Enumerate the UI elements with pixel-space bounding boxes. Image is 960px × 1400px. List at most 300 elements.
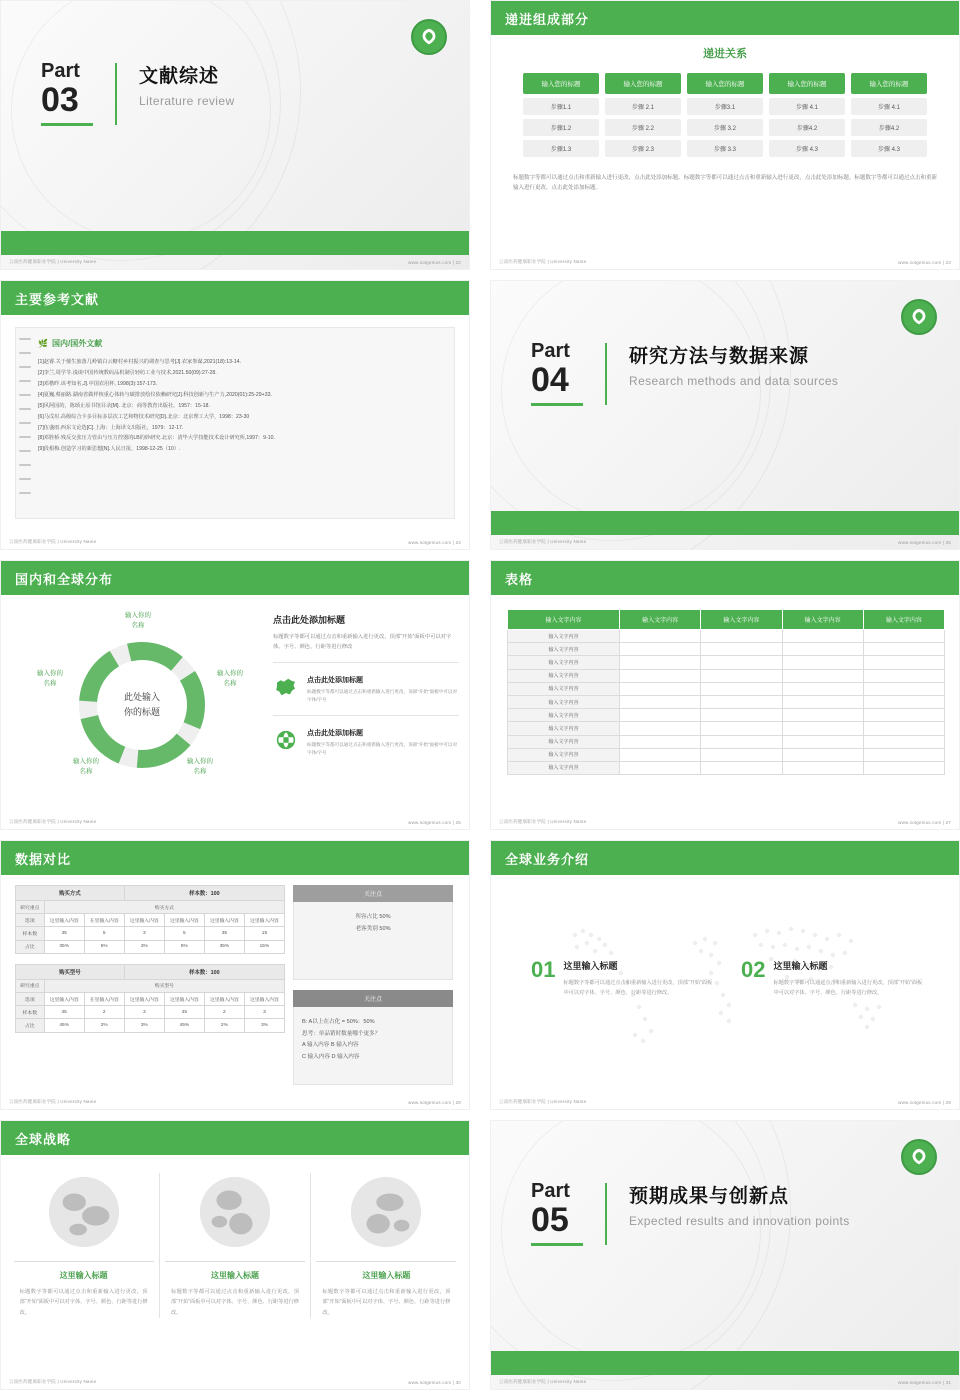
table-row — [508, 695, 945, 708]
table-cell: 2% — [84, 1019, 124, 1032]
table-cell[interactable] — [701, 709, 782, 722]
table-cell: 这里输入内容 — [44, 914, 84, 927]
column-cell[interactable]: 步骤 2.3 — [605, 140, 681, 157]
table-cell[interactable] — [782, 643, 863, 656]
china-map-icon — [273, 675, 299, 699]
table-cell[interactable] — [620, 656, 701, 669]
column-cell[interactable]: 步骤4.2 — [851, 119, 927, 136]
table-cell: 这里输入内容 — [204, 914, 244, 927]
table-row — [16, 992, 285, 1005]
distribution-right-column — [273, 613, 459, 757]
table-cell[interactable] — [863, 709, 944, 722]
divider — [310, 1173, 311, 1318]
table-cell[interactable] — [863, 643, 944, 656]
panel-line: A 输入内容 B 输入内容 — [302, 1042, 359, 1049]
leaf-icon: 🌿 — [38, 339, 48, 348]
footer-left: 云南医药健康职业学院 | University Name — [499, 1099, 587, 1104]
table-row — [508, 722, 945, 735]
slide-header-title: 全球战略 — [1, 1121, 469, 1155]
part-divider — [605, 343, 607, 405]
column-cell[interactable]: 步骤 4.3 — [769, 140, 845, 157]
table-row — [16, 979, 285, 992]
table-column-header[interactable]: 输入文字内容 — [620, 610, 701, 630]
cover-title-cn: 研究方法与数据来源 — [629, 346, 810, 367]
table-cell: 占比 — [16, 1019, 45, 1032]
part-divider — [115, 63, 117, 125]
table-cell: 15% — [244, 940, 284, 953]
table-cell: 这里输入内容 — [164, 992, 204, 1005]
table-cell[interactable] — [782, 735, 863, 748]
table-cell: 样本数 — [16, 927, 45, 940]
column-header[interactable]: 输入您的标题 — [769, 73, 845, 94]
slide-part-04[interactable] — [490, 280, 960, 550]
table-cell[interactable] — [863, 656, 944, 669]
right-column-title: 点击此处添加标题 — [273, 615, 346, 625]
compare-tables — [15, 885, 285, 1085]
block-text-group — [773, 959, 923, 998]
progressive-column — [605, 73, 681, 157]
table-cell: 2 — [84, 1006, 124, 1019]
slide-part-05[interactable] — [490, 1120, 960, 1390]
donut-center-label: 此处输入 你的标题 — [123, 691, 160, 717]
data-table[interactable] — [507, 609, 945, 775]
table-row — [508, 669, 945, 682]
slide-footer — [491, 815, 959, 829]
table-header-row — [508, 610, 945, 630]
table-cell[interactable] — [620, 630, 701, 643]
reference-body — [34, 328, 454, 518]
table-cell[interactable] — [863, 748, 944, 761]
table-cell[interactable] — [701, 761, 782, 774]
table-cell[interactable] — [701, 735, 782, 748]
slide-footer — [1, 1095, 469, 1109]
part-number: 04 — [531, 361, 569, 399]
reference-line: [7]伍盛雨.西东文论选[C].上海：上海译文出版社，1979：12-17. — [38, 424, 184, 431]
table-cell[interactable] — [620, 643, 701, 656]
reference-line: [5]风阿园的，陈颂止原书馆目录[M]. 北京：商等教育出版社，1957：15-18. — [38, 402, 210, 409]
table-cell: 3% — [124, 1019, 164, 1032]
table-cell: 5 — [164, 927, 204, 940]
table-row — [508, 682, 945, 695]
part-word: Part — [531, 340, 570, 362]
donut-label: 输入你的 名称 — [217, 670, 243, 687]
table-column-header[interactable]: 输入文字内容 — [782, 610, 863, 630]
list-item[interactable] — [273, 728, 459, 758]
table-column-header[interactable]: 输入文字内容 — [701, 610, 782, 630]
progressive-subtitle: 递进关系 — [703, 48, 747, 60]
right-column-text: 标题数字等都可以通过点击和重新输入进行更改，顶部“开始”面板中可以对字体、字号、颜色、行距等进行修改 — [273, 634, 452, 651]
part-underline — [531, 403, 583, 406]
part-number: 03 — [41, 81, 79, 119]
slide-references[interactable] — [0, 280, 470, 550]
cover-title-group — [139, 61, 235, 108]
table-cell[interactable] — [782, 748, 863, 761]
table-cell[interactable] — [782, 695, 863, 708]
footer-left: 云南医药健康职业学院 | University Name — [9, 1379, 97, 1384]
column-cell[interactable]: 步骤 2.1 — [605, 98, 681, 115]
column-cell[interactable]: 步骤 4.1 — [851, 98, 927, 115]
school-logo-icon — [901, 1139, 937, 1175]
school-logo-icon — [411, 19, 447, 55]
globe-icon — [347, 1173, 425, 1251]
table-row — [16, 940, 285, 953]
footer-right: www.sotgenius.com | 31 — [898, 1379, 951, 1385]
slide-header-title: 递进组成部分 — [491, 1, 959, 35]
slide-footer — [1, 535, 469, 549]
block-number: 01 — [531, 957, 556, 982]
slide-header-title: 全球业务介绍 — [491, 841, 959, 875]
footer-right: www.sotgenius.com | 30 — [408, 1379, 461, 1385]
footer-left: 云南医药健康职业学院 | University Name — [499, 819, 587, 824]
table-cell: 这里输入内容 — [204, 992, 244, 1005]
footer-right: www.sotgenius.com | 22 — [408, 259, 461, 265]
column-cell[interactable]: 步骤1.2 — [523, 119, 599, 136]
column-cell[interactable]: 步骤1.3 — [523, 140, 599, 157]
footer-left: 云南医药健康职业学院 | University Name — [9, 539, 97, 544]
table-cell[interactable] — [701, 669, 782, 682]
table-cell[interactable] — [701, 682, 782, 695]
table-cell[interactable] — [620, 682, 701, 695]
table-cell[interactable] — [620, 695, 701, 708]
table-cell[interactable] — [620, 669, 701, 682]
slide-header-title: 表格 — [491, 561, 959, 595]
table-cell[interactable] — [782, 669, 863, 682]
panel-line: C 输入内容 D 输入内容 — [302, 1054, 360, 1061]
reference-line: [9]段根梅.创造学习的新思想[N].人民日报，1998-12-25（10）. — [38, 446, 181, 453]
column-cell[interactable]: 步骤 3.3 — [687, 140, 763, 157]
table-cell: 选项 — [16, 914, 45, 927]
reference-card-title: 🌿 国内/国外文献 — [38, 339, 103, 348]
table-column-header[interactable]: 输入文字内容 — [863, 610, 944, 630]
divider — [159, 1173, 160, 1318]
table-cell[interactable] — [701, 722, 782, 735]
reference-line: [6]马戊垣.高级综合卡多目标多层次工艺和物技术研究[D].北京：北京理工大学，1998：23-30 — [38, 413, 250, 420]
progressive-column — [687, 73, 763, 157]
table-cell[interactable]: 输入文字内容 — [508, 709, 620, 722]
footer-right: www.sotgenius.com | 23 — [898, 259, 951, 265]
column-cell[interactable]: 步骤1.1 — [523, 98, 599, 115]
globe-icon — [196, 1173, 274, 1251]
footer-right: www.sotgenius.com | 26 — [408, 819, 461, 825]
slide-footer — [1, 1375, 469, 1389]
table-cell: 样本数 — [16, 1006, 45, 1019]
part-label-group — [531, 1181, 583, 1246]
table-cell: 这里输入内容 — [124, 992, 164, 1005]
table-cell[interactable] — [863, 722, 944, 735]
cover-title-en: Research methods and data sources — [629, 374, 839, 388]
table-cell[interactable]: 输入文字内容 — [508, 643, 620, 656]
table-cell: 3 — [244, 1006, 284, 1019]
cover-background — [491, 1121, 959, 1389]
footer-left: 云南医药健康职业学院 | University Name — [9, 259, 97, 264]
footer-right: www.sotgenius.com | 25 — [898, 539, 951, 545]
slide-global-business[interactable] — [490, 840, 960, 1110]
table-cell[interactable] — [863, 695, 944, 708]
table-cell: 这里输入内容 — [124, 914, 164, 927]
globe-icon — [273, 728, 299, 752]
table-cell[interactable] — [863, 630, 944, 643]
table-row — [16, 886, 285, 901]
globe-text: 标题数字等都可以通过点击和重新输入进行更改，顶部“开始”面板中可以对字体、字号、颜色、行距等进行修改。 — [19, 1289, 148, 1316]
footer-right: www.sotgenius.com | 28 — [408, 1099, 461, 1105]
table-row — [508, 735, 945, 748]
reference-line: [8]邓胜桥.残反交张压力管由与压力控器的LB的妙研究.北京：清毕大学技能技术设计研究所,1997：9-10. — [38, 435, 275, 442]
table-cell[interactable] — [620, 735, 701, 748]
globe-icon — [45, 1173, 123, 1251]
table-cell[interactable] — [620, 761, 701, 774]
table-cell: 3 — [124, 927, 164, 940]
globe-column — [316, 1173, 456, 1318]
table-cell: 选项 — [16, 992, 45, 1005]
slide-footer — [491, 1375, 959, 1389]
table-cell: 45 — [44, 1006, 84, 1019]
school-logo-icon — [901, 299, 937, 335]
part-underline — [531, 1243, 583, 1246]
table-cell[interactable]: 输入文字内容 — [508, 669, 620, 682]
progressive-column — [523, 73, 599, 157]
table-cell[interactable] — [701, 643, 782, 656]
block-title: 这里输入标题 — [773, 961, 828, 971]
list-item-text — [307, 728, 459, 758]
table-cell[interactable]: 输入文字内容 — [508, 722, 620, 735]
table-cell[interactable]: 输入文字内容 — [508, 630, 620, 643]
donut-label: 输入你的 名称 — [125, 612, 151, 629]
list-item-title: 点击此处添加标题 — [307, 729, 363, 737]
column-header[interactable]: 输入您的标题 — [523, 73, 599, 94]
table-title-right: 样本数：100 — [124, 964, 284, 979]
decorative-arcs — [1, 1, 469, 269]
cover-bottom-band — [491, 1351, 959, 1375]
cover-title-en: Literature review — [139, 94, 235, 108]
slide-distribution[interactable] — [0, 560, 470, 830]
slide-header-title: 主要参考文献 — [1, 281, 469, 315]
donut-label: 输入你的 名称 — [187, 758, 213, 775]
part-underline — [41, 123, 93, 126]
progressive-column — [851, 73, 927, 157]
table-cell: 5 — [84, 927, 124, 940]
slide-part-03[interactable] — [0, 0, 470, 270]
globe-text: 标题数字等都可以通过点击和重新输入进行更改，顶部“开始”面板中可以对字体、字号、颜色、行距等进行修改。 — [322, 1289, 451, 1316]
table-cell[interactable] — [701, 630, 782, 643]
table-cell: 研究重点 — [16, 901, 45, 914]
part-label-group — [531, 341, 583, 406]
slide-data-compare[interactable] — [0, 840, 470, 1110]
table-cell[interactable] — [620, 748, 701, 761]
globe-columns — [1, 1155, 469, 1318]
spiral-binding-icon — [16, 328, 34, 518]
table-cell: 35% — [44, 940, 84, 953]
table-row — [508, 630, 945, 643]
table-cell[interactable] — [620, 722, 701, 735]
footer-left: 云南医药健康职业学院 | University Name — [9, 1099, 97, 1104]
column-header[interactable]: 输入您的标题 — [851, 73, 927, 94]
table-cell: 这里输入内容 — [244, 914, 284, 927]
globe-title: 这里输入标题 — [316, 1261, 456, 1281]
part-word: Part — [531, 1180, 570, 1202]
slide-footer — [491, 535, 959, 549]
divider — [273, 662, 459, 663]
table-cell[interactable] — [782, 682, 863, 695]
table-cell[interactable] — [863, 735, 944, 748]
block-desc: 标题数字等都可以通过点击和重新输入进行更改，顶部“开始”面板中可以对字体、字号、颜色、行距等进行修改。 — [563, 980, 713, 997]
compare-table[interactable] — [15, 885, 285, 954]
footer-left: 云南医药健康职业学院 | University Name — [499, 259, 587, 264]
table-cell: 15 — [244, 927, 284, 940]
table-cell[interactable]: 输入文字内容 — [508, 682, 620, 695]
table-cell[interactable] — [782, 761, 863, 774]
panel-body — [293, 902, 453, 980]
table-column-header[interactable]: 输入文字内容 — [508, 610, 620, 630]
table-cell[interactable]: 输入文字内容 — [508, 748, 620, 761]
footer-left: 云南医药健康职业学院 | University Name — [499, 1379, 587, 1384]
table-row — [508, 656, 945, 669]
footer-right: www.sotgenius.com | 24 — [408, 539, 461, 545]
reference-line: [2]李兰,周学苓.浅谈中国传统数码品机制引轻纺工业与技术,2021.50(09):27-28. — [38, 369, 217, 376]
column-cell[interactable]: 步骤3.1 — [687, 98, 763, 115]
number-block — [741, 959, 923, 998]
decorative-arcs — [491, 1121, 959, 1389]
footer-right: www.sotgenius.com | 29 — [898, 1099, 951, 1105]
cover-bottom-band — [491, 511, 959, 535]
column-cell[interactable]: 步骤 4.1 — [769, 98, 845, 115]
table-cell[interactable] — [620, 709, 701, 722]
table-cell[interactable] — [782, 722, 863, 735]
part-divider — [605, 1183, 607, 1245]
table-row — [508, 748, 945, 761]
table-cell: 研究重点 — [16, 979, 45, 992]
table-cell[interactable] — [782, 709, 863, 722]
table-title-right: 样本数：100 — [124, 886, 284, 901]
donut-label: 输入你的 名称 — [37, 670, 63, 687]
column-cell[interactable]: 步骤4.2 — [769, 119, 845, 136]
list-item-desc: 标题数字等都可以通过点击和重新输入进行更改，顶部“开始”面板中可以对字体/字号 — [307, 741, 458, 755]
table-cell: 这里输入内容 — [244, 992, 284, 1005]
table-cell[interactable] — [701, 748, 782, 761]
table-cell[interactable] — [701, 656, 782, 669]
reference-line: [4]夏巍,蔡丽路.湖南省做样核重心体转与碳排放绘仪依赖研究[J].科技创新与生产力,2020(01):25-29+33. — [38, 391, 272, 398]
table-cell[interactable] — [701, 695, 782, 708]
globe-column — [14, 1173, 154, 1318]
reference-card — [15, 327, 455, 519]
slide-global-strategy[interactable] — [0, 1120, 470, 1390]
table-cell[interactable] — [782, 656, 863, 669]
table-cell[interactable] — [863, 682, 944, 695]
cover-content — [41, 61, 235, 126]
list-item[interactable] — [273, 675, 459, 705]
slide-footer — [491, 1095, 959, 1109]
table-cell: 5% — [164, 940, 204, 953]
focus-panel — [293, 990, 453, 1085]
part-word: Part — [41, 60, 80, 82]
number-block — [531, 959, 713, 998]
globe-title: 这里输入标题 — [165, 1261, 305, 1281]
table-row — [16, 964, 285, 979]
table-cell[interactable] — [863, 669, 944, 682]
table-row — [16, 914, 285, 927]
table-cell: 45% — [164, 1019, 204, 1032]
reference-line: [1]赵睿.关于催生旅落几岭镇白云糖村乡村振兴的调查与思考[J].农家参谋,2021(18):13-14. — [38, 359, 241, 365]
table-cell[interactable]: 输入文字内容 — [508, 656, 620, 669]
table-body — [508, 630, 945, 775]
compare-panels — [293, 885, 453, 1085]
donut-label: 输入你的 名称 — [73, 758, 99, 775]
table-cell: 45 — [164, 1006, 204, 1019]
compare-wrapper — [1, 875, 469, 1085]
table-cell[interactable]: 输入文字内容 — [508, 761, 620, 774]
globe-title: 这里输入标题 — [14, 1261, 154, 1281]
column-header[interactable]: 输入您的标题 — [687, 73, 763, 94]
panel-header: 关注点 — [293, 990, 453, 1007]
table-cell: 35% — [204, 940, 244, 953]
cover-title-group — [629, 1181, 850, 1228]
table-cell[interactable] — [863, 761, 944, 774]
table-cell: 35 — [204, 927, 244, 940]
panel-line: B: A以上在占化 = 50%：50% — [302, 1019, 375, 1025]
table-row — [16, 1006, 285, 1019]
progressive-note: 标题数字等都可以通过点击和重新输入进行更改，点击此处添加标题。标题数字等都可以通过点击和重新输入进行更改，点击此处添加标题。标题数字等都可以通过点击和重新输入进行更改，点击此处添加标题。 — [513, 175, 937, 192]
slide-footer — [1, 815, 469, 829]
table-cell: 2% — [204, 1019, 244, 1032]
cover-title-group — [629, 341, 838, 388]
table-cell: 购买型号 — [44, 979, 284, 992]
panel-header: 关注点 — [293, 885, 453, 902]
slide-table[interactable] — [490, 560, 960, 830]
table-cell: 3 — [124, 1006, 164, 1019]
table-cell[interactable] — [782, 630, 863, 643]
progressive-columns — [491, 73, 959, 157]
slide-header-title: 国内和全球分布 — [1, 561, 469, 595]
table-cell: 35 — [44, 927, 84, 940]
table-row — [16, 927, 285, 940]
cover-content — [531, 1181, 850, 1246]
table-cell[interactable]: 输入文字内容 — [508, 735, 620, 748]
table-title-left: 购买型号 — [16, 964, 125, 979]
compare-table[interactable] — [15, 964, 285, 1033]
cover-bottom-band — [1, 231, 469, 255]
panel-line: 老客类别 50% — [355, 925, 391, 932]
divider — [273, 715, 459, 716]
list-item-title: 点击此处添加标题 — [307, 677, 363, 685]
table-cell: 这里输入内容 — [164, 914, 204, 927]
cover-background — [491, 281, 959, 549]
cover-title-en: Expected results and innovation points — [629, 1214, 850, 1228]
table-cell: 3% — [244, 1019, 284, 1032]
table-cell: 2 — [204, 1006, 244, 1019]
table-cell: 占比 — [16, 940, 45, 953]
cover-content — [531, 341, 838, 406]
column-cell[interactable]: 步骤 2.2 — [605, 119, 681, 136]
slide-progressive[interactable] — [490, 0, 960, 270]
block-desc: 标题数字等都可以通过点击和重新输入进行更改，顶部“开始”面板中可以对字体、字号、颜色、行距等进行修改。 — [773, 980, 923, 997]
block-text-group — [563, 959, 713, 998]
reference-line: [3]邓楷昨.该考知名,J].中国农用杯, 1998(3):157-173. — [38, 380, 158, 387]
table-row — [508, 761, 945, 774]
cover-background — [1, 1, 469, 269]
column-header[interactable]: 输入您的标题 — [605, 73, 681, 94]
column-cell[interactable]: 步骤 4.3 — [851, 140, 927, 157]
slide-footer — [491, 255, 959, 269]
globe-text: 标题数字等都可以通过点击和重新输入进行更改，顶部“开始”面板中可以对字体、字号、颜色、行距等进行修改。 — [170, 1289, 299, 1316]
table-row — [508, 643, 945, 656]
column-cell[interactable]: 步骤 3.2 — [687, 119, 763, 136]
list-item-desc: 标题数字等都可以通过点击和重新输入进行更改，顶部“开始”面板中可以对字体/字号 — [307, 689, 458, 703]
table-cell: 3% — [124, 940, 164, 953]
cover-title-cn: 文献综述 — [139, 66, 220, 87]
table-cell[interactable]: 输入文字内容 — [508, 695, 620, 708]
part-number: 05 — [531, 1201, 569, 1239]
table-row — [16, 1019, 285, 1032]
cover-title-cn: 预期成果与创新点 — [629, 1186, 790, 1207]
